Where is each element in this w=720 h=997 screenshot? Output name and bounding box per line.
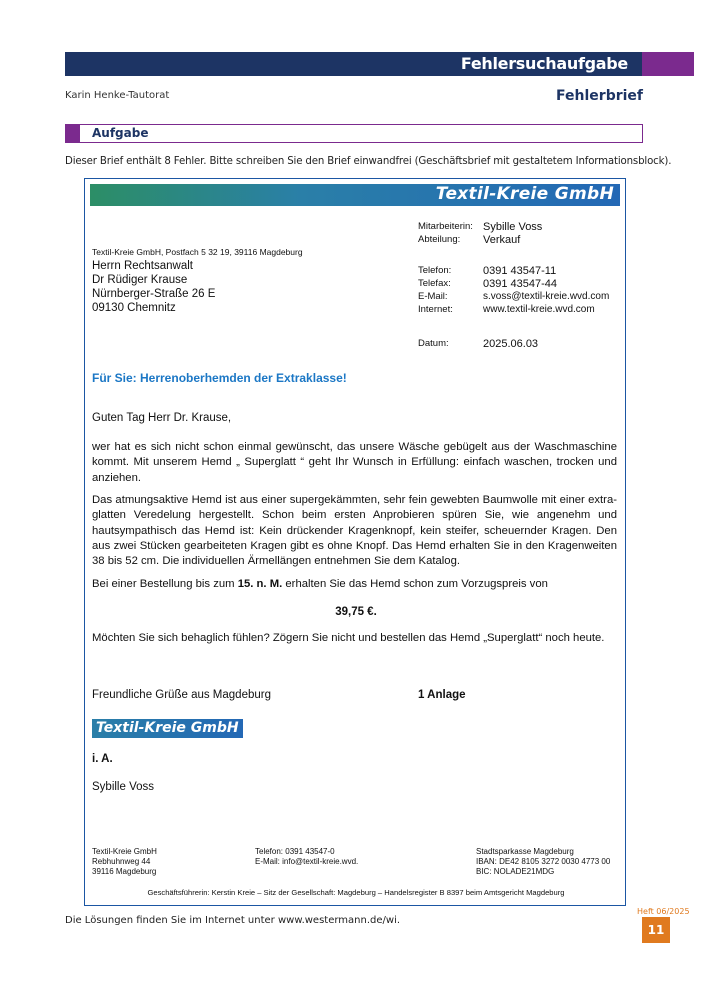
info-label: Telefax:	[418, 278, 451, 289]
footer-line-text: 39116 Magdeburg	[92, 867, 157, 876]
info-row-date	[418, 338, 623, 351]
sender-line: Textil-Kreie GmbH, Postfach 5 32 19, 39116 Magdeburg	[92, 247, 303, 257]
paragraph-text: erhalten Sie das Hemd schon zum Vorzugspreis von	[282, 578, 548, 590]
recipient-line: Herrn Rechtsanwalt	[92, 260, 193, 272]
page-number: 11	[642, 917, 670, 943]
company-banner-text: Textil-Kreie GmbH	[435, 184, 614, 204]
page-title: Fehlersuchaufgabe	[460, 54, 628, 73]
footer-legal: Geschäftsführerin: Kerstin Kreie – Sitz der Gesellschaft: Magdeburg – Handelsregister B 8397 beim Amtsgericht Magdeburg	[147, 888, 565, 897]
info-value: 2025.06.03	[483, 338, 539, 350]
info-spacer	[418, 317, 623, 338]
recipient-line: Dr Rüdiger Krause	[92, 274, 188, 286]
info-row-internet	[418, 304, 623, 317]
solutions-note: Die Lösungen finden Sie im Internet unter www.westermann.de/wi.	[65, 915, 401, 926]
footer-line-text: E-Mail: info@textil-kreie.wvd.	[255, 857, 359, 866]
info-row-staff	[418, 221, 623, 234]
letter-paragraph: Das atmungsaktive Hemd ist aus einer supergekämmten, sehr fein gewebten Baumwolle mit einer extra-glatten Veredelung hergestellt. Schon beim ersten Anprobieren spüren Sie, wie angenehm und hautsympathisch das Hemd ist: Kein drückender Kragenknopf, kein steifer, scheuernder Kragen. Den aus zwei Stücken gearbeiteten Kragen gibt es ohne Knopf. Das Hemd erhalten Sie in den Kragenweiten 38 bis 52 cm. Die individuellen Ärmellängen entnehmen Sie dem Katalog.	[92, 494, 617, 568]
issue-label: Heft 06/2025	[637, 907, 690, 916]
business-letter	[84, 178, 626, 906]
info-label: Telefon:	[418, 265, 452, 276]
signature-logo: Textil-Kreie GmbH	[92, 719, 243, 738]
task-instruction: Dieser Brief enthält 8 Fehler. Bitte schreiben Sie den Brief einwandfrei (Geschäftsbrief mit gestaltetem Informationsblock).	[65, 156, 672, 167]
footer-contact	[255, 847, 358, 867]
task-marker	[66, 125, 80, 142]
info-label: Abteilung:	[418, 234, 461, 245]
info-value: Sybille Voss	[483, 221, 543, 233]
info-label: Internet:	[418, 304, 453, 315]
task-box	[65, 124, 643, 143]
letter-closing: Freundliche Grüße aus Magdeburg	[92, 689, 271, 701]
info-row-fax	[418, 278, 623, 291]
info-row-department	[418, 234, 623, 247]
info-block	[418, 221, 623, 351]
footer-line-text: Stadtsparkasse Magdeburg	[476, 847, 574, 856]
deadline-text: 15. n. M.	[237, 578, 283, 590]
recipient-address	[92, 259, 215, 315]
info-label: Mitarbeiterin:	[418, 221, 473, 232]
attachment-note: 1 Anlage	[418, 689, 466, 701]
info-row-phone	[418, 265, 623, 278]
footer-line-text: Rebhuhnweg 44	[92, 857, 151, 866]
info-value: www.textil-kreie.wvd.com	[483, 304, 595, 315]
author-name: Karin Henke-Tautorat	[65, 90, 170, 101]
paragraph-text: Bei einer Bestellung bis zum	[92, 578, 238, 590]
info-row-email	[418, 291, 623, 304]
task-label: Aufgabe	[92, 126, 149, 140]
company-banner	[90, 184, 620, 206]
recipient-line: 09130 Chemnitz	[92, 302, 176, 314]
recipient-line: Nürnberger-Straße 26 E	[92, 288, 216, 300]
footer-bank	[476, 847, 610, 877]
info-value: s.voss@textil-kreie.wvd.com	[483, 291, 610, 302]
footer-line-text: Telefon: 0391 43547-0	[255, 847, 335, 856]
info-value: 0391 43547-44	[483, 278, 558, 290]
info-value: 0391 43547-11	[483, 265, 557, 277]
footer-line-text: BIC: NOLADE21MDG	[476, 867, 555, 876]
info-value: Verkauf	[483, 234, 521, 246]
page-subtitle: Fehlerbrief	[556, 88, 643, 104]
info-label: Datum:	[418, 338, 449, 349]
letter-paragraph: Möchten Sie sich behaglich fühlen? Zögern Sie nicht und bestellen das Hemd „Superglatt“ noch heute.	[92, 632, 605, 644]
footer-line-text: IBAN: DE42 8105 3272 0030 4773 00	[476, 857, 611, 866]
letter-paragraph: wer hat es sich nicht schon einmal gewünscht, das unsere Wäsche gebügelt aus der Waschmaschine kommt. Mit unserem Hemd „ Superglatt “ geht Ihr Wunsch in Erfüllung: einfach waschen, trocken und anziehen.	[92, 441, 617, 484]
letter-subject: Für Sie: Herrenoberhemden der Extraklasse!	[92, 371, 347, 385]
header-accent	[642, 52, 694, 76]
info-spacer	[418, 247, 623, 265]
footer-address	[92, 847, 157, 877]
info-label: E-Mail:	[418, 291, 448, 302]
signature-ia: i. A.	[92, 753, 113, 765]
footer-line-text: Textil-Kreie GmbH	[92, 847, 157, 856]
letter-paragraph	[92, 577, 617, 592]
signer-name: Sybille Voss	[92, 781, 155, 793]
letter-greeting: Guten Tag Herr Dr. Krause,	[92, 412, 232, 424]
letter-price: 39,75 €.	[335, 606, 377, 618]
